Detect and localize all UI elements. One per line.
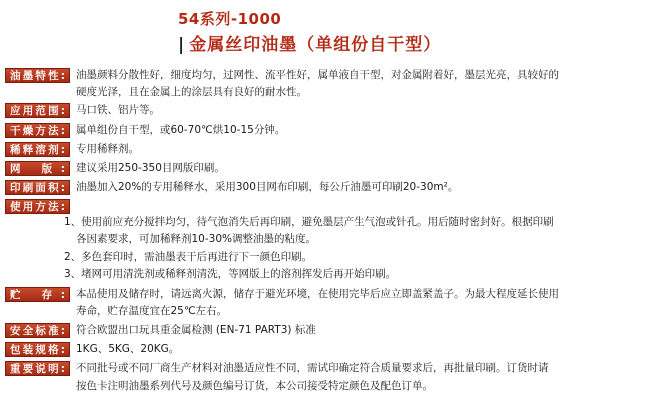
title-text: 金属丝印油墨（单组份自干型） — [189, 35, 442, 55]
title-bar: | — [178, 35, 186, 55]
scope-text: 马口铁、铝片等。 — [76, 104, 160, 116]
usage-line-2: 各因素要求，可加稀释剂10-30%调整油墨的粘度。 — [76, 233, 316, 245]
features-line-2: 硬度光泽，且在金属上的涂层具有良好的耐水性。 — [76, 86, 307, 98]
safety-text: 符合欧盟出口玩具重金属检测 (EN-71 PART3) 标准 — [76, 324, 316, 336]
notice-line-2: 按色卡注明油墨系列代号及颜色编号订货，本公司接受特定颜色及配色订单。 — [76, 380, 433, 392]
label-coverage: 印刷面积: — [5, 180, 70, 195]
usage-line-3: 2、多色套印时，需油墨表干后再进行下一颜色印刷。 — [64, 251, 313, 263]
drying-text: 属单组份自干型，或60-70℃烘10-15分钟。 — [76, 124, 286, 136]
label-drying: 干燥方法: — [5, 123, 70, 138]
label-usage: 使用方法: — [5, 199, 70, 214]
coverage-text: 油墨加入20%的专用稀释水，采用300目网布印刷，每公斤油墨可印刷20-30m²。 — [76, 181, 459, 193]
storage-line-1: 本品使用及储存时，请远离火源，储存于避光环境，在使用完毕后应立即盖紧盖子。为最大程度延长使用 — [76, 288, 559, 300]
label-package: 包装规格: — [5, 342, 70, 357]
features-line-1: 油墨颜料分散性好，细度均匀，过网性、流平性好，属单液自干型，对金属附着好，墨层光亮，具较好的 — [76, 69, 559, 81]
label-features: 油墨特性: — [5, 68, 70, 83]
label-mesh: 网 版: — [5, 161, 70, 176]
label-notice: 重要说明: — [5, 361, 70, 376]
thinner-text: 专用稀释剂。 — [76, 143, 139, 155]
package-text: 1KG、5KG、20KG。 — [76, 343, 180, 355]
series-code: 54系列-1000 — [178, 10, 282, 28]
label-scope: 应用范围: — [5, 103, 70, 118]
label-thinner: 稀释溶剂: — [5, 142, 70, 157]
page-title — [178, 30, 441, 55]
usage-line-1: 1、使用前应充分搅拌均匀，待气泡消失后再印刷，避免墨层产生气泡或针孔。用后随时密封好。根据印刷 — [64, 216, 554, 228]
usage-line-4: 3、堵网可用清洗剂或稀释剂清洗，等网版上的溶剂挥发后再开始印刷。 — [64, 268, 397, 280]
notice-line-1: 不同批号或不同厂商生产材料对油墨适应性不同，需试印确定符合质量要求后，再批量印刷。订货时请 — [76, 362, 549, 374]
storage-line-2: 寿命，贮存温度宜在25℃左右。 — [76, 305, 228, 317]
mesh-text: 建议采用250-350目网版印刷。 — [76, 162, 225, 174]
label-safety: 安全标准: — [5, 323, 70, 338]
label-storage: 贮 存: — [5, 287, 70, 302]
